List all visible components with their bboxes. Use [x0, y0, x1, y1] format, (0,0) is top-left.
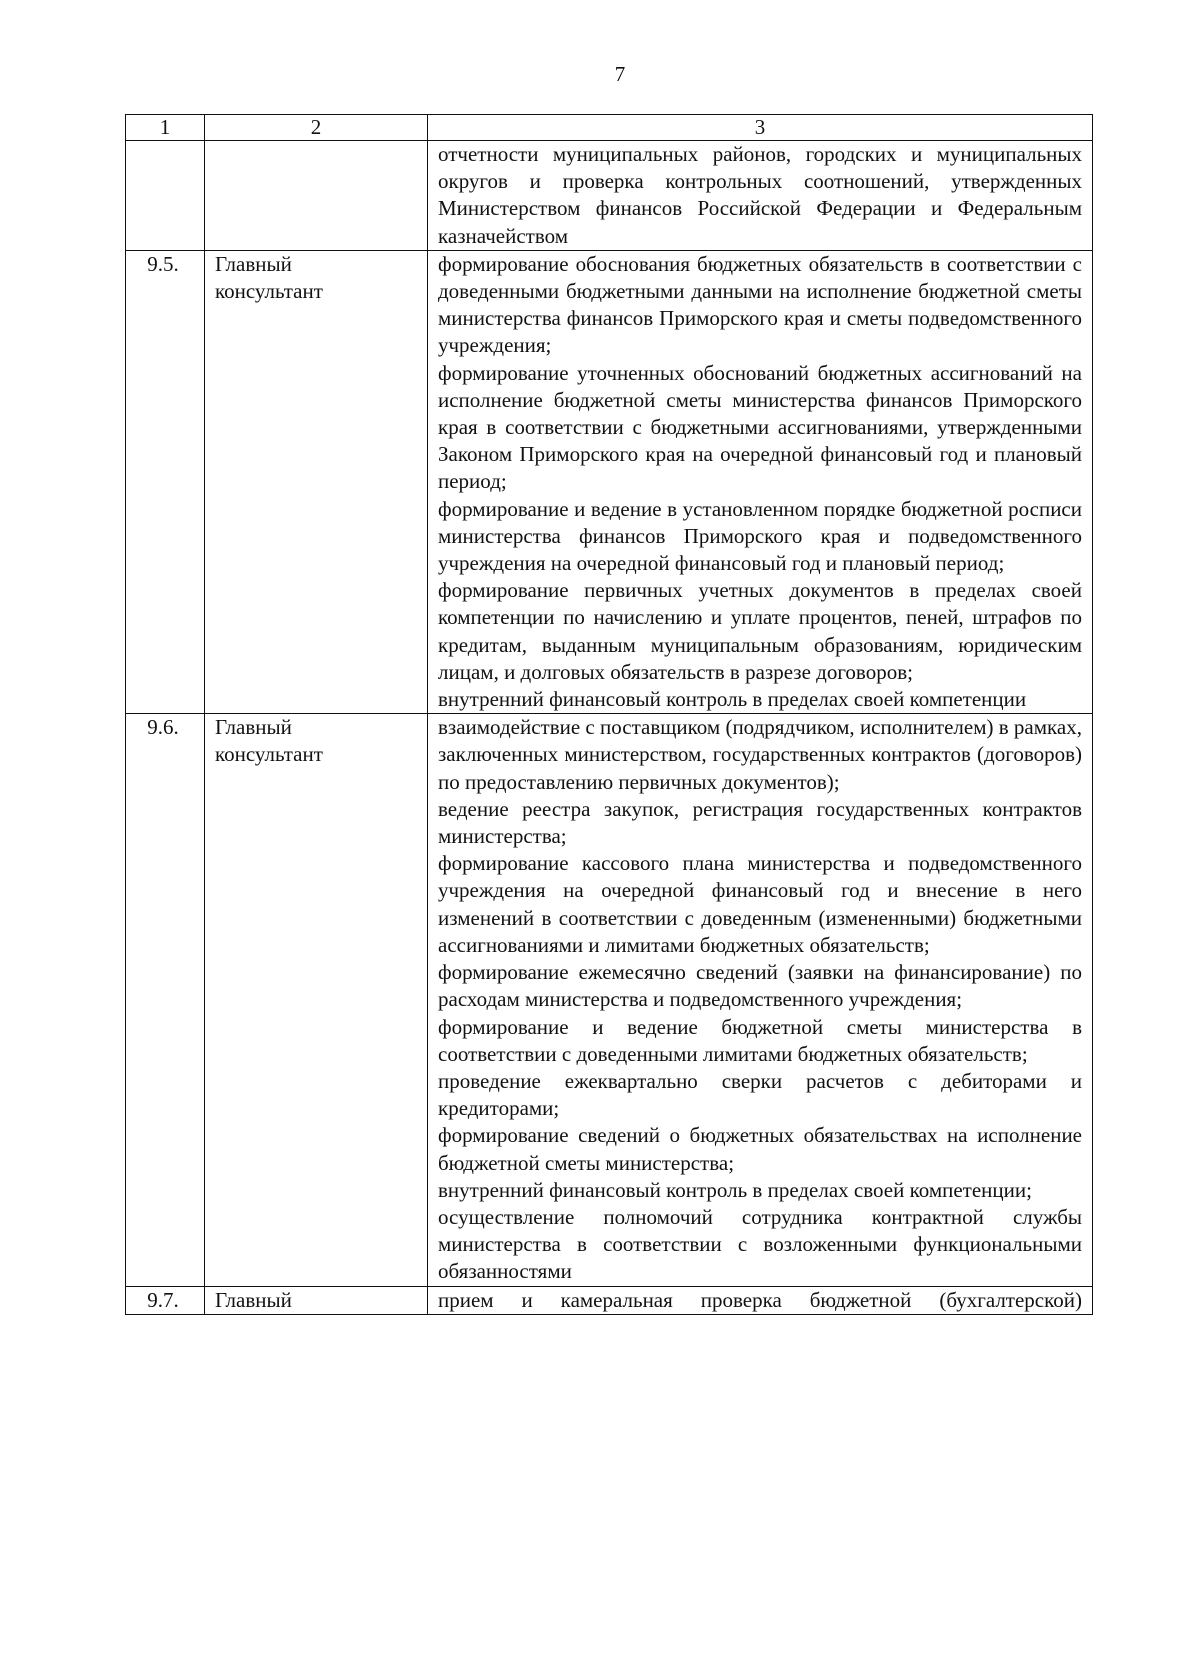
duty-paragraph: формирование первичных учетных документов в пределах своей компетенции по начислению и уплате процентов, пеней, штрафов по кредитам, выданным муниципальным образованиям, юридическим лицам, и долговых обязательств в разрезе договоров; — [438, 578, 1082, 684]
table-row — [126, 250, 1093, 713]
position-cell — [205, 1286, 428, 1314]
duty-paragraph: внутренний финансовый контроль в пределах своей компетенции; — [438, 1177, 1032, 1202]
duty-paragraph: формирование обоснования бюджетных обязательств в соответствии с доведенными бюджетными данными на исполнение бюджетной сметы министерства финансов Приморского края и сметы подведомственного учреждения; — [438, 251, 1082, 358]
duty-paragraph: отчетности муниципальных районов, городских и муниципальных округов и проверка контрольных соотношений, утвержденных Министерством финансов Российской Федерации и Федеральным казначейством — [438, 142, 1082, 248]
position-line: консультант — [215, 279, 323, 304]
page-number: 7 — [614, 62, 626, 86]
duty-paragraph: внутренний финансовый контроль в пределах своей компетенции — [438, 687, 1027, 712]
duty-paragraph: формирование и ведение в установленном порядке бюджетной росписи министерства финансов Приморского края и подведомственного учреждения на очередной финансовый год и плановый период; — [438, 496, 1082, 576]
duties-cell — [428, 1286, 1093, 1314]
position-line: Главный — [215, 715, 292, 740]
position-cell — [205, 141, 428, 251]
duties-cell — [428, 714, 1093, 1286]
position-line: Главный — [215, 1287, 292, 1312]
position-cell — [205, 714, 428, 1286]
duty-paragraph: проведение ежеквартально сверки расчетов с дебиторами и кредиторами; — [438, 1068, 1082, 1121]
row-number-cell: 9.7. — [126, 1286, 205, 1314]
header-col-3: 3 — [428, 115, 1093, 141]
duty-paragraph: прием и камеральная проверка бюджетной (бухгалтерской) — [438, 1287, 1082, 1312]
duty-paragraph: формирование и ведение бюджетной сметы министерства в соответствии с доведенными лимитами бюджетных обязательств; — [438, 1014, 1082, 1066]
position-cell — [205, 250, 428, 713]
duty-paragraph: взаимодействие с поставщиком (подрядчиком, исполнителем) в рамках, заключенных министерством, государственных контрактов (договоров) по предоставлению первичных документов); — [438, 715, 1082, 794]
duties-table — [125, 114, 1093, 1315]
header-col-2: 2 — [205, 115, 428, 141]
table-row — [126, 714, 1093, 1286]
duty-paragraph: осуществление полномочий сотрудника контрактной службы министерства в соответствии с возложенными функциональными обязанностями — [438, 1204, 1082, 1284]
duty-paragraph: формирование ежемесячно сведений (заявки на финансирование) по расходам министерства и подведомственного учреждения; — [438, 960, 1082, 1012]
duty-paragraph: формирование кассового плана министерства и подведомственного учреждения на очередной финансовый год и внесение в него изменений в соответствии с доведенным (измененными) бюджетными ассигнованиями и лимитами бюджетных обязательств; — [438, 851, 1082, 957]
duties-cell — [428, 250, 1093, 713]
row-number-cell: 9.5. — [126, 250, 205, 713]
table-row — [126, 141, 1093, 251]
table-row — [126, 1286, 1093, 1314]
table-header-row — [126, 115, 1093, 141]
table-body — [126, 115, 1093, 1315]
duties-cell — [428, 141, 1093, 251]
duty-paragraph: формирование уточненных обоснований бюджетных ассигнований на исполнение бюджетной сметы министерства финансов Приморского края в соответствии с бюджетными ассигнованиями, утвержденными Законом Приморского края на очередной финансовый год и плановый период; — [438, 360, 1082, 494]
position-line: консультант — [215, 742, 323, 767]
row-number-cell: 9.6. — [126, 714, 205, 1286]
row-number-cell — [126, 141, 205, 251]
duty-paragraph: ведение реестра закупок, регистрация государственных контрактов министерства; — [438, 796, 1082, 849]
header-col-1: 1 — [126, 115, 205, 141]
position-line: Главный — [215, 251, 292, 276]
duty-paragraph: формирование сведений о бюджетных обязательствах на исполнение бюджетной сметы министерства; — [438, 1123, 1082, 1175]
